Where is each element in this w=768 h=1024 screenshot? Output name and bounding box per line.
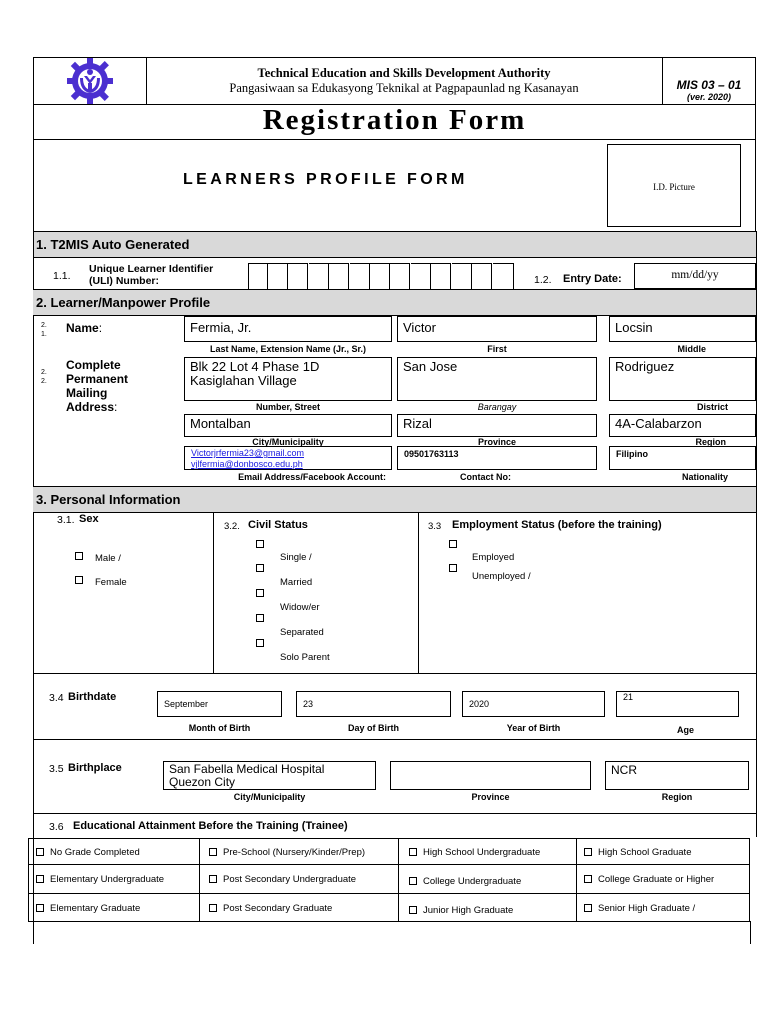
edu-option-label: College Graduate or Higher bbox=[598, 874, 715, 885]
uli-cell[interactable] bbox=[390, 263, 410, 291]
birthplace-city-line1: San Fabella Medical Hospital bbox=[169, 762, 325, 776]
address-label-line3: Mailing bbox=[66, 386, 108, 400]
edu-option[interactable] bbox=[409, 905, 513, 916]
edu-option-label: Post Secondary Graduate bbox=[223, 903, 333, 914]
edu-option[interactable] bbox=[36, 847, 140, 858]
option-separated: Separated bbox=[280, 627, 324, 638]
edu-option-label: Post Secondary Undergraduate bbox=[223, 874, 357, 885]
option-employed: Employed bbox=[472, 552, 515, 563]
civil-status-number: 3.2. bbox=[224, 521, 240, 532]
email-caption: Email Address/Facebook Account: bbox=[238, 472, 386, 482]
option-unemployed: Unemployed / bbox=[472, 571, 531, 582]
uli-cell[interactable] bbox=[411, 263, 431, 291]
street-caption: Number, Street bbox=[255, 402, 321, 412]
form-version: (ver. 2020) bbox=[686, 92, 732, 102]
edu-option-label: No Grade Completed bbox=[50, 847, 140, 858]
birthplace-bottom-border bbox=[33, 813, 756, 814]
page-continuation-right bbox=[750, 921, 751, 944]
option-widow: Widow/er bbox=[280, 602, 320, 613]
checkbox-icon[interactable] bbox=[209, 848, 217, 856]
checkbox-female[interactable] bbox=[75, 576, 83, 584]
uli-cell[interactable] bbox=[248, 263, 268, 291]
uli-cell[interactable] bbox=[350, 263, 370, 291]
checkbox-employed[interactable] bbox=[449, 540, 457, 548]
edu-option-label: Elementary Graduate bbox=[50, 903, 141, 914]
email-line2[interactable]: vjlfermia@donbosco.edu.ph bbox=[191, 459, 303, 469]
section-3-header: 3. Personal Information bbox=[33, 486, 756, 513]
birthdate-bottom-border bbox=[33, 739, 756, 740]
checkbox-icon[interactable] bbox=[584, 848, 592, 856]
city-field[interactable]: Montalban bbox=[184, 414, 392, 437]
edu-option[interactable] bbox=[36, 874, 164, 885]
birth-day-field[interactable]: 23 bbox=[296, 691, 451, 717]
checkbox-icon[interactable] bbox=[409, 877, 417, 885]
entry-date-number: 1.2. bbox=[534, 274, 552, 286]
address-label-line1: Complete bbox=[66, 358, 121, 372]
employment-number: 3.3 bbox=[428, 521, 442, 532]
checkbox-icon[interactable] bbox=[409, 848, 417, 856]
district-caption: District bbox=[696, 402, 728, 412]
sex-label: Sex bbox=[79, 513, 99, 525]
barangay-caption: Barangay bbox=[477, 402, 517, 412]
form-code: MIS 03 – 01 bbox=[676, 78, 742, 92]
checkbox-unemployed[interactable] bbox=[449, 564, 457, 572]
birth-day-caption: Day of Birth bbox=[347, 723, 399, 733]
edu-option[interactable] bbox=[409, 847, 540, 858]
checkbox-single[interactable] bbox=[256, 540, 264, 548]
edu-option-label: Pre-School (Nursery/Kinder/Prep) bbox=[223, 847, 366, 858]
region-caption: Region bbox=[695, 437, 726, 446]
edu-option-label: High School Undergraduate bbox=[423, 847, 541, 858]
edu-option[interactable] bbox=[584, 903, 695, 914]
edu-option-label: Elementary Undergraduate bbox=[50, 874, 165, 885]
edu-col-divider bbox=[398, 838, 399, 922]
last-name-caption: Last Name, Extension Name (Jr., Sr.) bbox=[209, 344, 367, 354]
checkbox-widow[interactable] bbox=[256, 589, 264, 597]
uli-cell[interactable] bbox=[329, 263, 349, 291]
section-1-header: 1. T2MIS Auto Generated bbox=[33, 231, 756, 258]
edu-option-label: Junior High Graduate bbox=[423, 905, 514, 916]
birthplace-label: Birthplace bbox=[68, 762, 122, 774]
street-line2: Kasiglahan Village bbox=[190, 373, 297, 388]
edu-option[interactable] bbox=[409, 876, 521, 887]
age-field[interactable]: 21 bbox=[616, 691, 739, 717]
checkbox-icon[interactable] bbox=[584, 904, 592, 912]
checkbox-icon[interactable] bbox=[409, 906, 417, 914]
barangay-field[interactable]: San Jose bbox=[397, 357, 597, 401]
edu-option[interactable] bbox=[584, 847, 691, 858]
province-field[interactable]: Rizal bbox=[397, 414, 597, 437]
contact-field[interactable]: 09501763113 bbox=[397, 446, 597, 470]
edu-option[interactable] bbox=[209, 874, 356, 885]
uli-cell[interactable] bbox=[431, 263, 451, 291]
form-subtitle: LEARNERS PROFILE FORM bbox=[183, 171, 468, 188]
checkbox-icon[interactable] bbox=[584, 875, 592, 883]
id-picture-label: I.D. Picture bbox=[653, 182, 695, 192]
personal-bottom-border bbox=[33, 673, 756, 674]
email-field[interactable] bbox=[184, 446, 392, 470]
agency-tagalog-name: Pangasiwaan sa Edukasyong Teknikal at Pagpapaunlad ng Kasanayan bbox=[229, 81, 579, 95]
middle-name-caption: Middle bbox=[677, 344, 706, 354]
checkbox-married[interactable] bbox=[256, 564, 264, 572]
uli-label-line1: Unique Learner Identifier bbox=[89, 263, 214, 275]
checkbox-solo-parent[interactable] bbox=[256, 639, 264, 647]
education-label: Educational Attainment Before the Training (Trainee) bbox=[73, 820, 348, 832]
page-title: Registration Form bbox=[262, 104, 527, 136]
birthdate-label: Birthdate bbox=[68, 691, 117, 703]
birth-year-caption: Year of Birth bbox=[506, 723, 561, 733]
middle-name-field[interactable]: Locsin bbox=[609, 316, 756, 342]
edu-option-label: College Undergraduate bbox=[423, 876, 522, 887]
uli-label-line2: (ULI) Number: bbox=[89, 275, 159, 287]
edu-option-label: Senior High Graduate / bbox=[598, 903, 696, 914]
district-field[interactable]: Rodriguez bbox=[609, 357, 756, 401]
civil-status-label: Civil Status bbox=[248, 519, 308, 531]
uli-cell[interactable] bbox=[472, 263, 492, 291]
name-number: 2. bbox=[41, 322, 47, 329]
checkbox-male[interactable] bbox=[75, 552, 83, 560]
agency-name: Technical Education and Skills Development Authority bbox=[257, 66, 551, 80]
city-caption: City/Municipality bbox=[252, 437, 324, 446]
option-male: Male / bbox=[95, 553, 121, 564]
address-number: 2. bbox=[41, 369, 47, 376]
birthplace-city-field[interactable] bbox=[163, 761, 376, 790]
option-married: Married bbox=[280, 577, 313, 588]
uli-cell[interactable] bbox=[370, 263, 390, 291]
uli-cell[interactable] bbox=[309, 263, 329, 291]
personal-divider-2 bbox=[418, 513, 419, 673]
sex-number: 3.1. bbox=[57, 514, 75, 526]
edu-col-divider bbox=[576, 838, 577, 922]
birthplace-city-line2: Quezon City bbox=[169, 775, 236, 789]
option-single: Single / bbox=[280, 552, 312, 563]
email-line1[interactable]: Victorjrfermia23@gmail.com bbox=[191, 448, 305, 458]
address-label-line2: Permanent bbox=[66, 372, 129, 386]
name-number-sub: 1. bbox=[41, 331, 47, 338]
border-right bbox=[756, 231, 757, 837]
birthplace-region-field[interactable]: NCR bbox=[605, 761, 749, 790]
street-field[interactable] bbox=[184, 357, 392, 401]
edu-option[interactable] bbox=[209, 847, 365, 858]
edu-col-divider bbox=[199, 838, 200, 922]
nationality-caption: Nationality bbox=[681, 472, 728, 482]
checkbox-icon[interactable] bbox=[36, 848, 44, 856]
region-field[interactable]: 4A-Calabarzon bbox=[609, 414, 756, 437]
birthplace-city-caption: City/Municipality bbox=[233, 792, 306, 802]
birth-month-field[interactable]: September bbox=[157, 691, 282, 717]
entry-date-label: Entry Date: bbox=[563, 273, 622, 285]
checkbox-icon[interactable] bbox=[209, 875, 217, 883]
uli-number-label: 1.1. bbox=[53, 270, 71, 282]
street-line1: Blk 22 Lot 4 Phase 1D bbox=[190, 359, 320, 374]
birth-year-field[interactable]: 2020 bbox=[462, 691, 605, 717]
checkbox-icon[interactable] bbox=[36, 875, 44, 883]
edu-option[interactable] bbox=[209, 903, 332, 914]
uli-cell[interactable] bbox=[493, 263, 514, 291]
birthdate-number: 3.4 bbox=[49, 692, 64, 704]
option-solo-parent: Solo Parent bbox=[280, 652, 330, 663]
name-label: Name: bbox=[66, 321, 103, 335]
address-label-line4: Address: bbox=[66, 400, 118, 414]
edu-option-label: High School Graduate bbox=[598, 847, 692, 858]
tesda-logo-icon bbox=[62, 58, 118, 104]
province-caption: Province bbox=[477, 437, 517, 446]
contact-caption: Contact No: bbox=[460, 472, 511, 482]
age-caption: Age bbox=[676, 725, 694, 735]
personal-divider-1 bbox=[213, 513, 214, 673]
first-name-field[interactable]: Victor bbox=[397, 316, 597, 342]
section-2-header: 2. Learner/Manpower Profile bbox=[33, 289, 756, 316]
checkbox-icon[interactable] bbox=[209, 904, 217, 912]
uli-cell[interactable] bbox=[268, 263, 288, 291]
birthplace-province-caption: Province bbox=[471, 792, 510, 802]
birthplace-number: 3.5 bbox=[49, 763, 64, 775]
option-female: Female bbox=[95, 577, 127, 588]
first-name-caption: First bbox=[487, 344, 507, 354]
checkbox-separated[interactable] bbox=[256, 614, 264, 622]
birth-month-caption: Month of Birth bbox=[188, 723, 251, 733]
edu-row-divider bbox=[28, 864, 750, 865]
birthplace-province-field[interactable] bbox=[390, 761, 591, 790]
edu-row-divider bbox=[28, 893, 750, 894]
uli-cell[interactable] bbox=[288, 263, 308, 291]
entry-date-field[interactable]: mm/dd/yy bbox=[634, 263, 756, 289]
education-number: 3.6 bbox=[49, 821, 64, 833]
birthplace-region-caption: Region bbox=[661, 792, 693, 802]
employment-label: Employment Status (before the training) bbox=[452, 519, 662, 531]
last-name-field[interactable]: Fermia, Jr. bbox=[184, 316, 392, 342]
uli-cell[interactable] bbox=[452, 263, 472, 291]
edu-option[interactable] bbox=[36, 903, 140, 914]
edu-option[interactable] bbox=[584, 874, 714, 885]
address-number-sub: 2. bbox=[41, 378, 47, 385]
checkbox-icon[interactable] bbox=[36, 904, 44, 912]
nationality-field[interactable]: Filipino bbox=[609, 446, 756, 470]
